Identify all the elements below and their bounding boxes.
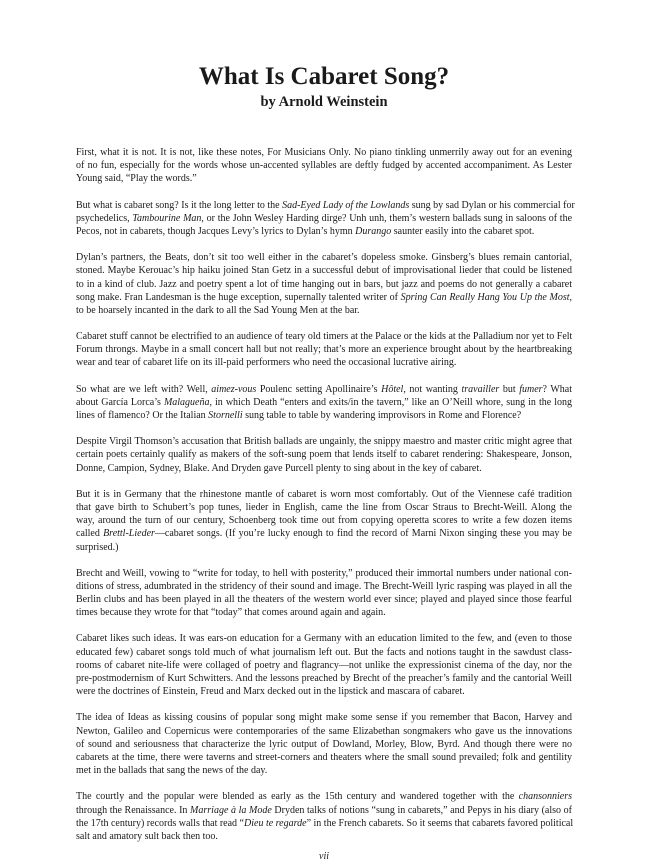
text-run: sung table to table by wandering improvisors in Rome and Florence? (242, 410, 522, 421)
text-line (76, 409, 572, 422)
text-run: Cabaret stuff cannot be electrified to an audience of teary old timers at the Palace or the kids at the Palladium nor yet to Felt (76, 331, 573, 343)
text-run: Dylan’s partners, the Beats, don’t sit too well either in the cabaret’s dopeless smoke. Ginsberg’s blues remain cantorial, (76, 252, 572, 264)
text-run: So what are we left with? Well, (76, 383, 212, 395)
text-run: times because they wrote for that “today” that comes around again and again. (76, 607, 386, 619)
text-run: about García Lorca’s (76, 396, 164, 408)
paragraph (76, 383, 572, 423)
text-run: , or the John Wesley Harding dirge? Unh unh, them’s western ballads sung in saloons of the (201, 212, 573, 224)
text-run: Cabaret likes such ideas. It was ears-on education for a Germany with an education limited to the few, and (even to those (76, 633, 572, 645)
text-run: Poulenc setting Apollinaire’s (256, 383, 382, 395)
text-line (76, 685, 572, 698)
text-line (76, 172, 572, 185)
paragraph (76, 435, 572, 475)
text-run: Despite Virgil Thomson’s accusation that British ballads are ungainly, the snippy maestro and master critic might agree that (76, 436, 572, 448)
text-run: of no fun, especially for the words whose un-accented syllables are deftly fudged by accented accompaniment. As Lester (76, 160, 572, 172)
italic-title: Dieu te regarde (244, 817, 307, 829)
text-line (76, 212, 572, 225)
text-run: were the doctrines of Einstein, Freud and Marx decked out in the lipstick and mascara of cabaret. (76, 686, 465, 698)
text-line (76, 659, 572, 672)
text-run: the 17th century) records walls that read “ (76, 817, 244, 829)
text-run: rooms of cabaret nite-life were collaged of poetry and flagrancy—not unlike the expressionist cinema of the day, nor the (76, 659, 572, 671)
text-run: , in which Death “enters and exits/in the tavern,” like an O’Neill whore, sung in the long (209, 396, 572, 408)
text-line (76, 330, 572, 343)
text-line (76, 251, 572, 264)
text-run: First, what it is not. It is not, like these notes, For Musicians Only. No piano tinkling unmerrily away out for an evening (76, 147, 572, 158)
text-run: surprised.) (76, 541, 119, 553)
text-run: Young said, “Play the words.” (76, 173, 197, 185)
text-run: to be hoarsely incanted in the dark to all the Sad Young Men at the bar. (76, 304, 360, 316)
text-run: Berlin clubs and has been played in all the theaters of the western world ever since; played and played since those fearful (76, 594, 572, 606)
text-run: certain poets certainly qualify as makers of the soft-sung poem that lends itself to cabaret rendering: Shakespeare, Jonson, (76, 449, 572, 461)
text-run: Newton, Galileo and Copernicus were contemporaries of the same Elizabethan songmakers who gave us the innovations (76, 725, 572, 737)
text-run: that gave birth to Schubert’s pop tunes, lieder in English, came the line from Oscar Straus to Brecht-Weill. Along the (76, 501, 572, 513)
text-line (76, 501, 572, 514)
italic-title: Stornelli (208, 410, 243, 421)
italic-title: aimez-vous (211, 383, 257, 395)
text-line (76, 514, 572, 527)
text-line (76, 764, 572, 777)
page-title: What Is Cabaret Song? (198, 63, 450, 90)
text-line (76, 593, 572, 606)
italic-title: Sad-Eyed Lady of the Lowlands (282, 199, 410, 211)
text-line (76, 225, 572, 238)
text-run: ” in the French cabarets. So it seems that cabarets favored political (306, 817, 574, 829)
italic-title: chansonniers (518, 791, 572, 803)
text-line (76, 632, 572, 645)
text-line (76, 606, 572, 619)
paragraph (76, 567, 572, 620)
text-line (76, 291, 572, 304)
text-run: But what is cabaret song? Is it the long letter to the (76, 199, 283, 211)
text-run: Pecos, not in cabarets, though Jacques Levy’s lyrics to Dylan’s hymn (76, 225, 356, 237)
text-line (76, 356, 572, 369)
text-line (76, 527, 572, 540)
text-run: Forum throngs. Maybe in a small concert hall but not really; that’s more an experience brought about by the heartbreaking (76, 344, 572, 356)
text-line (76, 435, 572, 448)
text-line (76, 278, 572, 291)
text-line (76, 804, 572, 817)
text-line (76, 396, 572, 409)
text-run: to in a kind of club. Jazz and poetry spent a lot of time hanging out in bars, but jazz and poems do not generally a cabaret (76, 278, 572, 290)
text-run: pre-postmodernism of Kurt Schwitters. And the lessons preached by Brecht of the preacher’s family and the cantorial Weill (76, 673, 572, 684)
text-line (76, 711, 572, 724)
text-run: , (569, 291, 572, 303)
text-line (76, 646, 572, 659)
text-line (76, 159, 572, 172)
text-line (76, 541, 572, 554)
text-line (76, 751, 572, 764)
page-number: vii (319, 851, 329, 862)
text-run: Donne, Campion, Sydney, Blake. And Dryden gave Purcell plenty to sing about in the key of cabaret. (76, 462, 482, 474)
text-run: way, around the turn of our century, Schoenberg took time out from copying operetta scores to write a few dozen items (76, 515, 572, 527)
italic-title: Spring Can Really Hang You Up the Most (400, 291, 570, 303)
text-line (76, 199, 575, 212)
text-run: —cabaret songs. (If you’re lucky enough to find the record of Marni Nixon singing these you may be (154, 528, 572, 540)
text-run: song make. Fran Landesman is the huge exception, supernally talented writer of (76, 291, 401, 303)
paragraph (76, 632, 572, 698)
italic-title: Marriage à la Mode (190, 804, 272, 816)
text-line (76, 567, 572, 580)
text-line (76, 738, 572, 751)
text-run: of sound and seriousness that characterize the lyric output of Dowland, Morley, Blow, Byrd. And though there were no (76, 738, 572, 750)
text-line (76, 790, 572, 803)
text-line (76, 672, 572, 685)
italic-title: Malagueña (163, 396, 210, 408)
text-line (76, 580, 572, 593)
italic-title: Brettl-Lieder (103, 528, 155, 540)
text-run: Dryden talks of notions “sung in cabarets,” and Pepys in his diary (also of (271, 804, 572, 816)
paragraph (76, 330, 572, 370)
text-line (76, 264, 572, 277)
paragraph (76, 711, 572, 777)
text-line (76, 462, 572, 475)
text-run: wear and tear of cabaret life on its ill-paid performers who need the occasional lucrative airing. (76, 357, 457, 369)
italic-title: Hôtel (381, 383, 404, 395)
text-run: psychedelics, (76, 212, 133, 224)
paragraph (76, 488, 572, 554)
paragraph (76, 251, 572, 317)
text-run: met in the ballads that sang the news of the day. (76, 765, 268, 777)
text-run: Brecht and Weill, vowing to “write for today, to hell with posterity,” produced their immortal numbers under national con- (76, 567, 572, 579)
text-run: cabarets at the time, there were taverns and street-corners and theaters where the small sound prevailed; folk and gentility (76, 751, 572, 763)
text-line (76, 817, 572, 830)
text-run: through the Renaissance. In (76, 804, 191, 816)
text-run: called (76, 528, 104, 540)
text-run: ditions of stress, adumbrated in the stridency of their sound and image. The Brecht-Weill lyric rasping was played in all the (76, 580, 572, 592)
paragraph (76, 790, 572, 843)
text-run: but (499, 383, 520, 395)
paragraph (76, 146, 572, 186)
author-byline: by Arnold Weinstein (260, 94, 388, 110)
italic-title: fumer (519, 383, 543, 395)
text-run: But it is in Germany that the rhinestone mantle of cabaret is worn most comfortably. Out of the Viennese café tradition (76, 488, 572, 500)
article-body (76, 146, 575, 856)
text-run: saunter easily into the cabaret spot. (391, 225, 535, 237)
text-line (76, 488, 572, 501)
text-run: The courtly and the popular were blended as early as the 15th century and wandered together with the (76, 791, 519, 803)
text-line (76, 304, 572, 317)
text-line (76, 725, 572, 738)
paragraph (76, 199, 575, 239)
text-run: sung by sad Dylan or his commercial for (409, 199, 575, 211)
text-line (76, 383, 572, 396)
text-run: lines of flamenco? Or the Italian (76, 410, 209, 421)
text-line (76, 343, 572, 356)
text-line (76, 146, 572, 159)
text-run: The idea of Ideas as kissing cousins of popular song might make some sense if you remember that Bacon, Harvey and (76, 712, 572, 724)
italic-title: travailler (461, 383, 500, 395)
text-run: stoned. Maybe Kerouac’s hip haiku joined Stan Getz in a successful debut of improvisational lieder that could be listened (76, 265, 572, 277)
italic-title: Tambourine Man (132, 212, 202, 224)
text-line (76, 448, 572, 461)
text-run: ? What (542, 383, 573, 395)
text-run: , not wanting (403, 383, 462, 395)
text-run: educated few) cabaret songs told much of what journalism left out. But the facts and notions taught in the sawdust class- (76, 646, 572, 658)
text-line (76, 830, 572, 843)
italic-title: Durango (355, 225, 392, 237)
text-run: salt and amatory sult back then too. (76, 830, 218, 842)
